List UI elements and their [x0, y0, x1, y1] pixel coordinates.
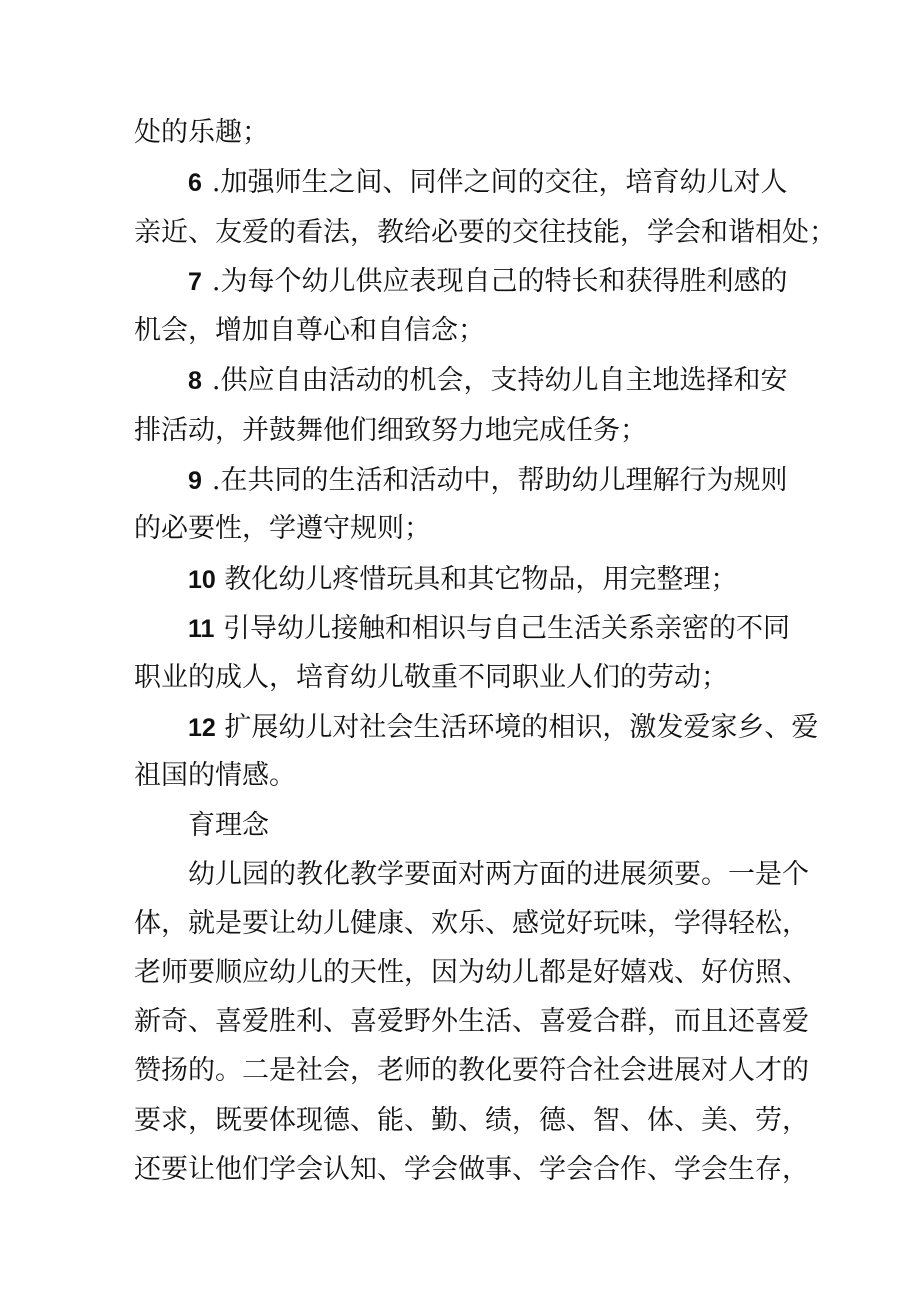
line-text: 职业的成人，培育幼儿敬重不同职业人们的劳动； [134, 662, 728, 693]
line-text: 引导幼儿接触和相识与自己生活关系亲密的不同 [223, 613, 791, 644]
text-line [134, 414, 794, 448]
item-separator: . [211, 465, 221, 496]
item-number: 6 [188, 169, 202, 197]
numbered-line [188, 364, 848, 398]
line-text: 机会，增加自尊心和自信念； [134, 315, 485, 346]
item-separator: . [211, 167, 221, 198]
line-text: 处的乐趣； [134, 117, 269, 148]
line-text: 还要让他们学会认知、学会做事、学会合作、学会生存， [134, 1154, 809, 1185]
line-text: 亲近、友爱的看法，教给必要的交往技能，学会和谐相处； [134, 217, 836, 248]
text-line [134, 512, 794, 546]
line-text: 幼儿园的教化教学要面对两方面的进展须要。一是个 [188, 859, 809, 890]
item-separator: . [211, 365, 221, 396]
heading-text: 育理念 [188, 810, 269, 841]
line-text: 要求，既要体现德、能、勤、绩，德、智、体、美、劳， [134, 1105, 809, 1136]
paragraph-line [134, 1153, 809, 1187]
line-text: 的必要性，学遵守规则； [134, 513, 431, 544]
numbered-line [188, 265, 848, 299]
numbered-line [188, 563, 848, 597]
text-line [134, 314, 794, 348]
line-text: 祖国的情感。 [134, 760, 296, 791]
line-text: 加强师生之间、同伴之间的交往，培育幼儿对人 [220, 167, 788, 198]
paragraph-line [188, 858, 848, 892]
numbered-line [188, 711, 848, 745]
text-line [134, 116, 794, 150]
line-text: 在共同的生活和活动中，帮助幼儿理解行为规则 [220, 465, 788, 496]
item-number: 9 [188, 467, 202, 495]
section-heading [188, 809, 848, 843]
line-text: 赞扬的。二是社会，老师的教化要符合社会进展对人才的 [134, 1055, 809, 1086]
line-text: 扩展幼儿对社会生活环境的相识，激发爱家乡、爱 [224, 712, 819, 743]
text-line [134, 759, 794, 793]
line-text: 新奇、喜爱胜利、喜爱野外生活、喜爱合群，而且还喜爱 [134, 1006, 809, 1037]
paragraph-line [134, 1104, 809, 1138]
numbered-line [188, 464, 848, 498]
numbered-line [188, 612, 848, 646]
item-number: 7 [188, 268, 202, 296]
numbered-line [188, 166, 848, 200]
paragraph-line [134, 956, 809, 990]
paragraph-line [134, 1054, 809, 1088]
line-text: 为每个幼儿供应表现自己的特长和获得胜利感的 [220, 266, 788, 297]
item-number: 8 [188, 367, 202, 395]
item-separator: . [211, 266, 221, 297]
line-text: 体，就是要让幼儿健康、欢乐、感觉好玩味，学得轻松， [134, 908, 809, 939]
line-text: 排活动，并鼓舞他们细致努力地完成任务； [134, 415, 647, 446]
line-text: 供应自由活动的机会，支持幼儿自主地选择和安 [220, 365, 788, 396]
text-line [134, 661, 794, 695]
item-number: 12 [188, 714, 216, 742]
text-line [134, 216, 836, 250]
paragraph-line [134, 907, 809, 941]
paragraph-line [134, 1005, 809, 1039]
item-number: 11 [188, 615, 215, 643]
line-text: 老师要顺应幼儿的天性，因为幼儿都是好嬉戏、好仿照、 [134, 957, 809, 988]
item-number: 10 [188, 566, 216, 594]
line-text: 教化幼儿疼惜玩具和其它物品，用完整理； [224, 564, 738, 595]
